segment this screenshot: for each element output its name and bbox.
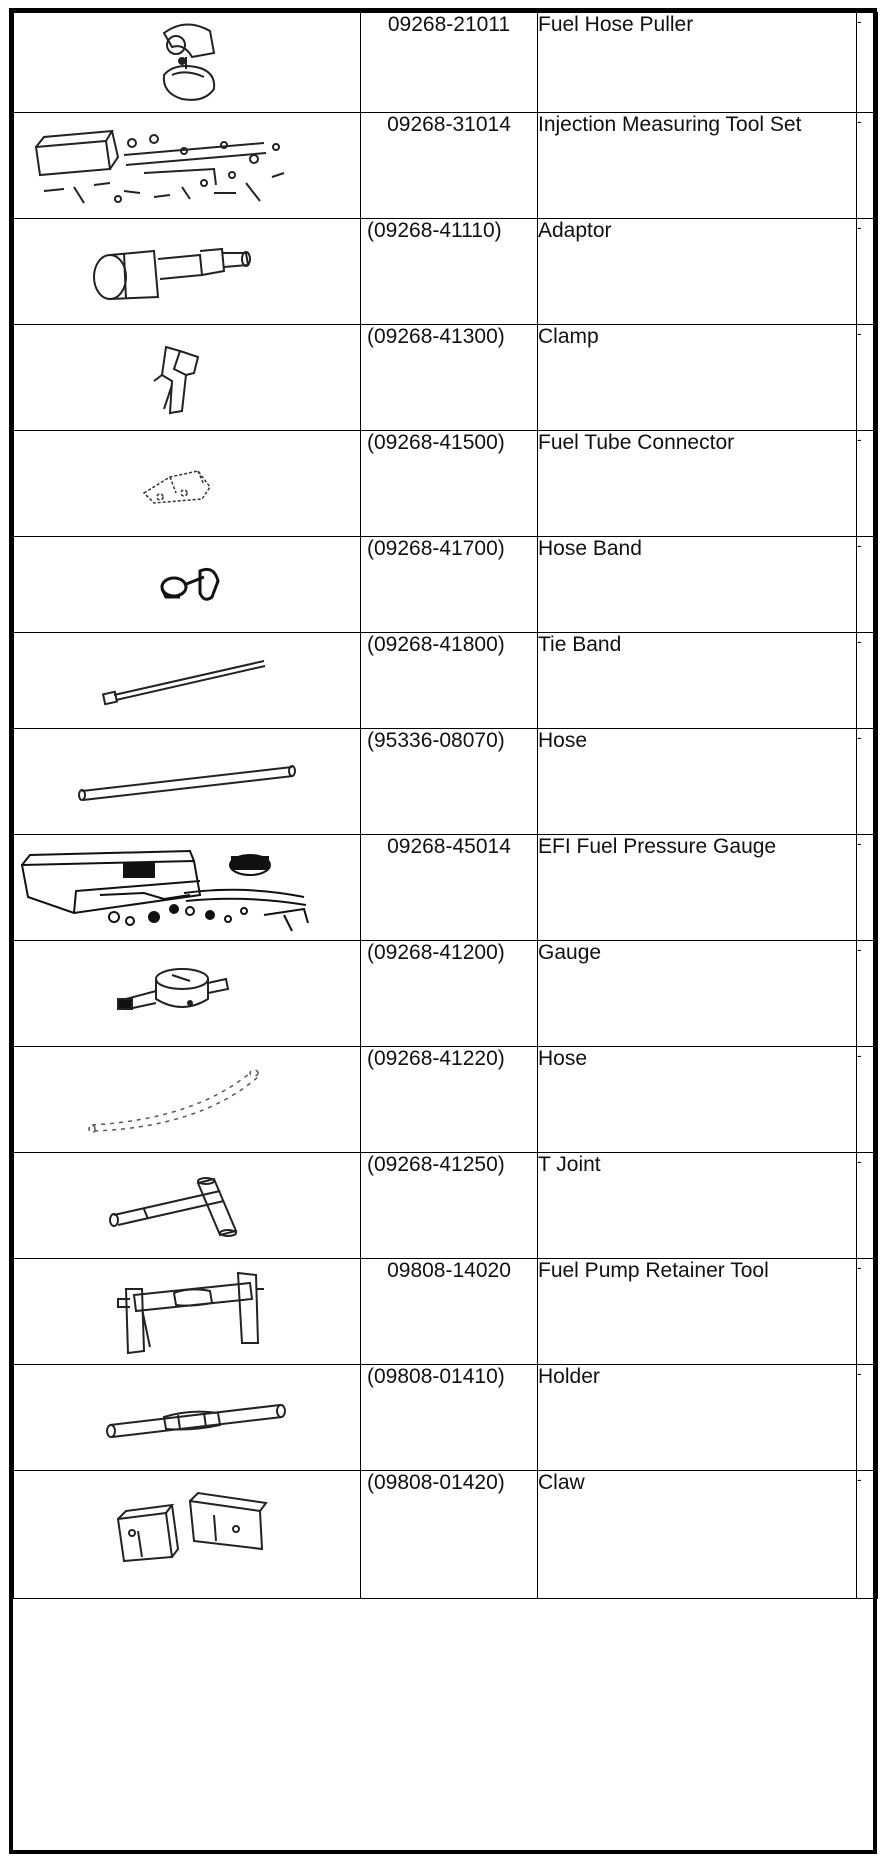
- part-name: Fuel Pump Retainer Tool: [538, 1259, 857, 1365]
- table-row: [14, 1153, 878, 1259]
- part-name: Hose: [538, 729, 857, 835]
- note-mark: -: [857, 13, 878, 113]
- part-name: Adaptor: [538, 219, 857, 325]
- part-number: (09268-41800): [361, 633, 538, 729]
- image-cell: [14, 113, 361, 219]
- image-cell: [14, 1047, 361, 1153]
- note-mark: -: [857, 1365, 878, 1471]
- efi-gauge-set-illustration: [14, 835, 360, 940]
- table-row: [14, 219, 878, 325]
- image-cell: [14, 1471, 361, 1599]
- fuel-tube-connector-illustration: [14, 431, 360, 536]
- gauge-illustration: [14, 941, 360, 1046]
- note-mark: -: [857, 537, 878, 633]
- image-cell: [14, 325, 361, 431]
- part-number: (09808-01410): [361, 1365, 538, 1471]
- part-number: (09268-41500): [361, 431, 538, 537]
- table-row: [14, 1365, 878, 1471]
- part-name: Holder: [538, 1365, 857, 1471]
- t-joint-illustration: [14, 1153, 360, 1258]
- table-row: [14, 13, 878, 113]
- note-mark: -: [857, 113, 878, 219]
- image-cell: [14, 219, 361, 325]
- image-cell: [14, 1153, 361, 1259]
- part-name: Fuel Tube Connector: [538, 431, 857, 537]
- part-name: Hose Band: [538, 537, 857, 633]
- note-mark: -: [857, 729, 878, 835]
- note-mark: -: [857, 1047, 878, 1153]
- note-mark: -: [857, 1471, 878, 1599]
- note-mark: -: [857, 325, 878, 431]
- part-number: 09268-45014: [361, 835, 538, 941]
- part-name: Tie Band: [538, 633, 857, 729]
- image-cell: [14, 13, 361, 113]
- hose-illustration: [14, 729, 360, 834]
- special-tools-sheet: [9, 8, 877, 1854]
- part-number: 09808-14020: [361, 1259, 538, 1365]
- image-cell: [14, 1259, 361, 1365]
- part-number: (09268-41200): [361, 941, 538, 1047]
- table-row: [14, 633, 878, 729]
- fuel-hose-puller-illustration: [14, 13, 360, 112]
- table-row: [14, 537, 878, 633]
- part-number: (09808-01420): [361, 1471, 538, 1599]
- note-mark: -: [857, 633, 878, 729]
- note-mark: -: [857, 1259, 878, 1365]
- part-name: EFI Fuel Pressure Gauge: [538, 835, 857, 941]
- note-mark: -: [857, 941, 878, 1047]
- adaptor-illustration: [14, 219, 360, 324]
- table-row: [14, 835, 878, 941]
- part-name: Gauge: [538, 941, 857, 1047]
- clamp-illustration: [14, 325, 360, 430]
- note-mark: -: [857, 219, 878, 325]
- image-cell: [14, 1365, 361, 1471]
- claw-illustration: [14, 1471, 360, 1598]
- part-name: Fuel Hose Puller: [538, 13, 857, 113]
- part-number: (09268-41250): [361, 1153, 538, 1259]
- part-number: (09268-41110): [361, 219, 538, 325]
- table-row: [14, 325, 878, 431]
- table-row: [14, 1259, 878, 1365]
- table-row: [14, 113, 878, 219]
- part-name: Injection Measuring Tool Set: [538, 113, 857, 219]
- part-number: (09268-41300): [361, 325, 538, 431]
- tie-band-illustration: [14, 633, 360, 728]
- part-name: Claw: [538, 1471, 857, 1599]
- image-cell: [14, 537, 361, 633]
- table-row: [14, 431, 878, 537]
- image-cell: [14, 835, 361, 941]
- holder-illustration: [14, 1365, 360, 1470]
- dashed-hose-illustration: [14, 1047, 360, 1152]
- table-row: [14, 1471, 878, 1599]
- hose-band-illustration: [14, 537, 360, 632]
- part-number: (95336-08070): [361, 729, 538, 835]
- part-name: Hose: [538, 1047, 857, 1153]
- part-number: 09268-21011: [361, 13, 538, 113]
- part-number: (09268-41220): [361, 1047, 538, 1153]
- note-mark: -: [857, 431, 878, 537]
- note-mark: -: [857, 1153, 878, 1259]
- special-tools-table: [13, 12, 878, 1599]
- part-name: Clamp: [538, 325, 857, 431]
- note-mark: -: [857, 835, 878, 941]
- injection-tool-set-illustration: [14, 113, 360, 218]
- part-name: T Joint: [538, 1153, 857, 1259]
- table-row: [14, 729, 878, 835]
- part-number: 09268-31014: [361, 113, 538, 219]
- table-row: [14, 1047, 878, 1153]
- part-number: (09268-41700): [361, 537, 538, 633]
- image-cell: [14, 729, 361, 835]
- image-cell: [14, 633, 361, 729]
- image-cell: [14, 431, 361, 537]
- retainer-tool-illustration: [14, 1259, 360, 1364]
- table-row: [14, 941, 878, 1047]
- image-cell: [14, 941, 361, 1047]
